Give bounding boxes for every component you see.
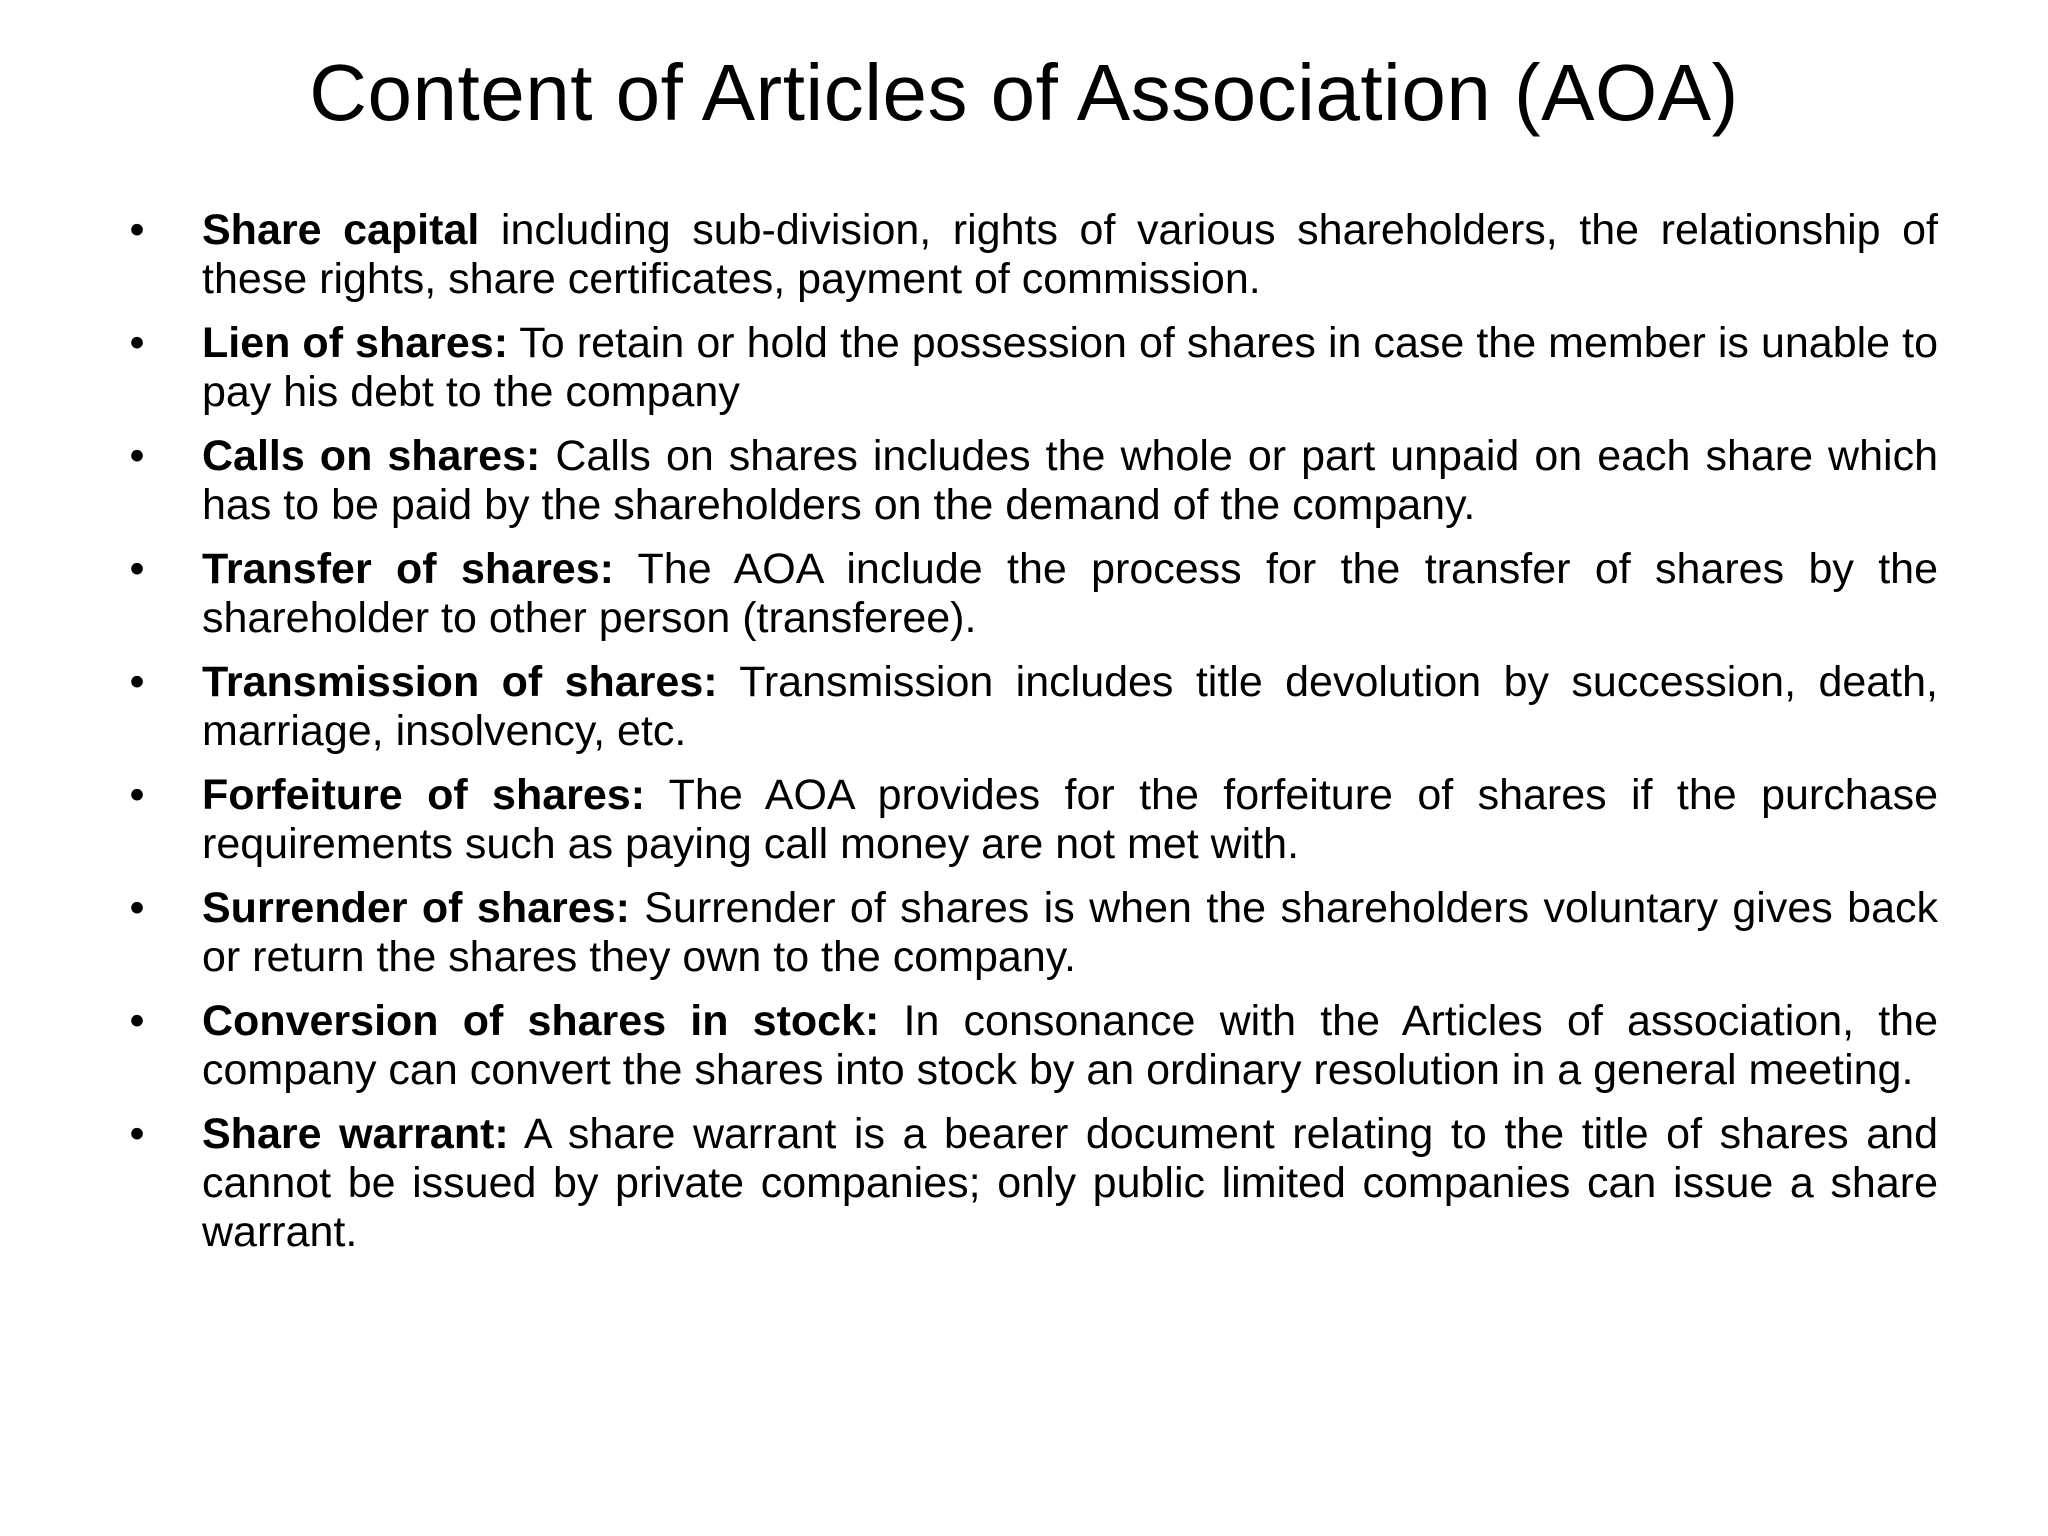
- slide-title: Content of Articles of Association (AOA): [309, 48, 1739, 137]
- bullet-icon: •: [129, 884, 145, 932]
- item-term: Transmission of shares:: [202, 658, 718, 706]
- bullet-icon: •: [129, 771, 145, 819]
- item-term: Share warrant:: [202, 1110, 509, 1158]
- bullet-icon: •: [129, 658, 145, 706]
- item-text: The AOA include the process for the transfer of shares by the shareholder to other person (transferee).: [202, 545, 1938, 642]
- item-text: A share warrant is a bearer document relating to the title of shares and cannot be issued by private companies; only public limited companies can issue a share warrant.: [202, 1110, 1938, 1256]
- list-item-surrender-of-shares: [122, 884, 1938, 982]
- list-item-transfer-of-shares: [122, 545, 1938, 643]
- list-item-transmission-of-shares: [122, 658, 1938, 756]
- list-item-lien-of-shares: [122, 319, 1938, 417]
- list-item-conversion-of-shares: [122, 997, 1938, 1095]
- list-item-share-warrant: [122, 1110, 1938, 1257]
- item-text: including sub-division, rights of various shareholders, the relationship of these rights, share certificates, payment of commission.: [202, 206, 1939, 303]
- item-term: Calls on shares:: [202, 432, 541, 480]
- item-term: Forfeiture of shares:: [202, 771, 646, 819]
- bullet-icon: •: [129, 206, 145, 254]
- item-term: Share capital: [202, 206, 480, 254]
- item-text: To retain or hold the possession of shares in case the member is unable to pay his debt to the company: [202, 319, 1938, 416]
- bullet-icon: •: [129, 997, 145, 1045]
- item-text: Surrender of shares is when the shareholders voluntary gives back or return the shares they own to the company.: [202, 884, 1938, 981]
- bullet-icon: •: [129, 319, 145, 367]
- item-text: In consonance with the Articles of association, the company can convert the shares into stock by an ordinary resolution in a general meeting.: [202, 997, 1938, 1094]
- item-term: Surrender of shares:: [202, 884, 630, 932]
- item-text: Transmission includes title devolution by succession, death, marriage, insolvency, etc.: [202, 658, 1938, 755]
- item-term: Lien of shares:: [202, 319, 509, 367]
- bullet-icon: •: [129, 1110, 145, 1158]
- item-term: Conversion of shares in stock:: [202, 997, 880, 1045]
- item-term: Transfer of shares:: [202, 545, 614, 593]
- list-item-forfeiture-of-shares: [122, 771, 1938, 869]
- list-item-calls-on-shares: [122, 432, 1938, 530]
- bullet-icon: •: [129, 545, 145, 593]
- item-text: Calls on shares includes the whole or part unpaid on each share which has to be paid by the shareholders on the demand of the company.: [202, 432, 1938, 529]
- list-item-share-capital: [122, 206, 1938, 304]
- bullet-list: [122, 206, 1938, 1272]
- bullet-icon: •: [129, 432, 145, 480]
- item-text: The AOA provides for the forfeiture of shares if the purchase requirements such as paying call money are not met with.: [202, 771, 1938, 868]
